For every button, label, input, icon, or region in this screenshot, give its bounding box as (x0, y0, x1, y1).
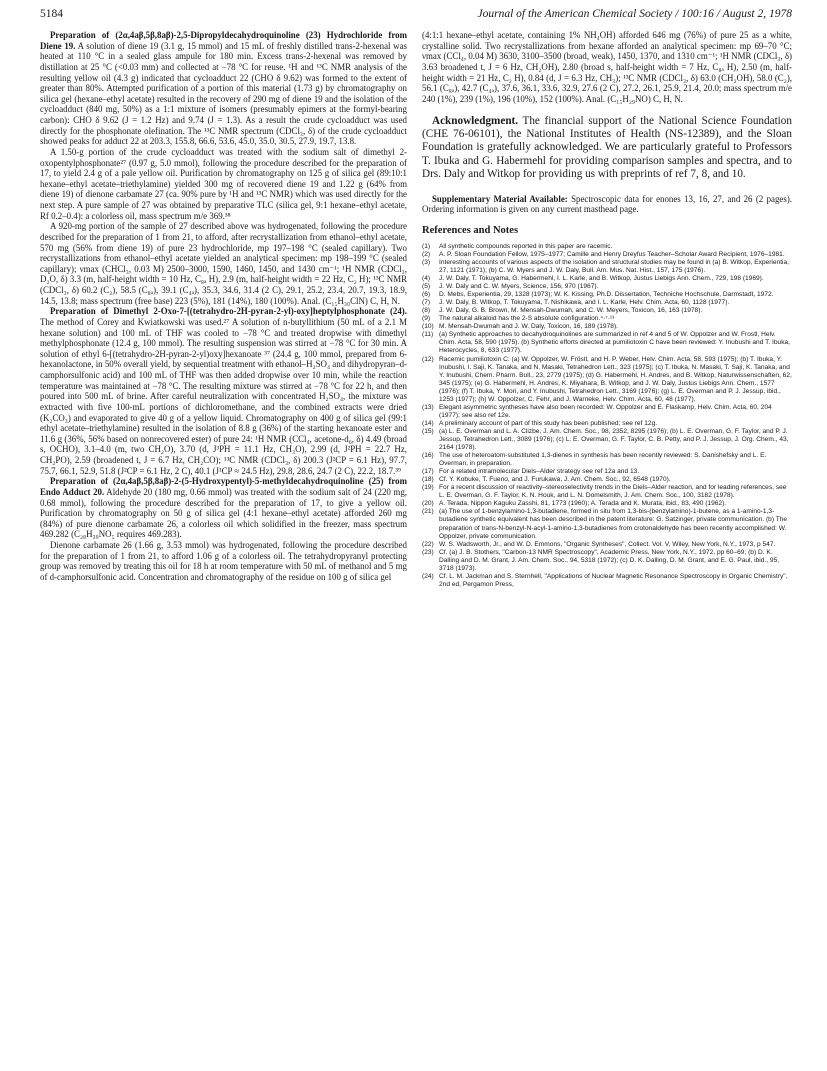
paragraph-text: Dienone carbamate 26 (1.66 g, 3.53 mmol) was hydrogenated, following the procedure described for the preparation of 1 from 21, to afford 1.06 g of a colorless oil. The tetrahydropyranyl protecting group was removed by treating this oil for 18 h at room temperature with 50 mL of methanol and 5 mg of d-camphorsulfonic acid. Concentration and chromatography of the residue on 100 g of silica gel (40, 540, 407, 582)
right-column (422, 30, 792, 589)
continued-paragraph: (4:1:1 hexane–ethyl acetate, containing 1% NH₄OH) afforded 646 mg (76%) of pure 25 as a white, crystalline solid. Two recrystallizations from hexane afforded an analytical specimen: mp 69–70 °C; νmax (CCl₄, 0.04 M) 3630, 3100–3500 (broad, weak), 1450, 1370, and 1310 cm⁻¹; ¹H NMR (CDCl₃, δ) 3.63 broadened t, J = 6 Hz, CH₂OH), 2.80 (broad s, half-height width = 7 Hz, C₈ₐ H), 2.50 (m, half-height width = 21 Hz, C₂ H), 0.84 (d, J = 6.3 Hz, CH₃); ¹³C NMR (CDCl₃, δ) 63.0 (CH₂OH), 58.0 (C₂), 56.1 (C₈ₐ), 42.7 (C₄ₐ), 37.6, 36.1, 33.6, 32.9, 27.6 (2 C), 27.2, 26.1, 25.9, 21.4, 20.0; mass spectrum m/e 240 (1%), 239 (1%), 196 (10%), 152 (100%). Anal. (C₁₅H₂₉NO) C, H, N. (422, 30, 792, 104)
reference-text: M. Mensah-Dwumah and J. W. Daly, Toxicon, 16, 189 (1978). (439, 323, 618, 331)
reference-number: (21) (422, 508, 434, 516)
journal-citation: Journal of the American Chemical Society / 100:16 / August 2, 1978 (477, 8, 792, 20)
reference-text: Interesting accounts of various aspects of the isolation and structural studies may be found in (a) B. Witkop, Experientia, 27, 1121 (1971); (b) C. W. Myers and J. W. Daly, Bull. Am. Mus. Nat. Hist., 157, 175 (1976). (439, 258, 790, 274)
supplementary-text: Spectroscopic data for enones 13, 16, 27, and 26 (2 pages). Ordering information is given on any current masthead page. (422, 193, 792, 215)
reference-item (422, 323, 792, 331)
supplementary-material (422, 194, 792, 215)
reference-text: J. W. Daly, G. B. Brown, M. Mensah-Dwumah, and C. W. Meyers, Toxicon, 16, 163 (1978). (439, 307, 703, 315)
reference-item (422, 468, 792, 476)
reference-text: Racemic pumiliotoxin C: (a) W. Oppolzer, W. Fröstl, and H. P. Weber, Helv. Chim. Acta, 58, 593 (1975); (b) T. Ibuka, Y. Inubushi, I. Saji, K. Tanaka, and N. Masaki, Tetrahedron Lett., 323 (1975); (c) T. Ibuka, N. Masaki, T. Saji, K. Tanaka, and Y. Inubushi, Chem. Pharm. Bull., 23, 2779 (1975); (d) G. Habermehl, H. Andres, and B. Witkop, Naturwissenschaften, 62, 345 (1975); (e) G. Habermehl, H. Andres, K. Miyahara, B. Witkop, and J. W. Daly, Justus Liebigs Ann. Chem., 1577 (1976); (f) T. Ibuka, Y. Mori, and Y. Inubushi, Tetrahedron Lett., 3169 (1976); (g) L. E. Overman and P. J. Jessup, ibid., 1253 (1977); (h) W. Oppolzer, C. Fehr, and J. Warneke, Helv. Chim. Acta, 60, 48 (1977). (439, 355, 792, 403)
paragraph (40, 476, 407, 540)
reference-text: (a) The use of 1-benzylamino-1,3-butadiene, formed in situ from 1,3-bis-(benzylamino)-1-butene, as a 1-amino-1,3-butadiene synthetic equivalent has been described in the patent literature: G. Satzinger, private communication. (b) The preparation of trans-N-benzyl-N-acyl-1-amino-1,3-butadienes from crotonaldehyde has been recently accomplished: W. Oppolzer, private communication. (439, 508, 788, 540)
reference-number: (2) (422, 250, 431, 258)
reference-item (422, 549, 792, 573)
reference-item (422, 428, 792, 452)
paragraph-text: A 1.50-g portion of the crude cycloadduct was treated with the sodium salt of dimethyl 2-oxopentylphosphonate²⁷ (0.97 g, 5.0 mmol), following the procedure described for the preparation of 17, to yield 2.4 g of a pale yellow oil. Purification by chromatography on 125 g of silica gel (89:10:1 hexane–ethyl acetate–triethylamine) yielded 300 mg of recovered diene 19 and 1.22 g (64% from diene 19) of dienone carbamate 27 (ca. 90% pure by ¹H and ¹³C NMR) which was used directly for the next step. A pure sample of 27 was obtained by preparative TLC (silica gel, 9:1 hexane–ethyl acetate, Rf 0.2–0.4): a colorless oil, mass spectrum m/e 369.³⁸ (40, 146, 407, 221)
reference-text: Elegant asymmetric syntheses have also been recorded: W. Oppolzer and E. Flaskamp, Helv. Chim. Acta, 60, 204 (1977); see also ref 12e. (439, 403, 772, 419)
reference-item (422, 404, 792, 420)
left-column (40, 30, 407, 583)
reference-number: (18) (422, 476, 434, 484)
reference-text: (a) L. E. Overman and L. A. Clizbe, J. Am. Chem. Soc., 98, 2352, 8295 (1976); (b) L. E. Overman, G. F. Taylor, and P. J. Jessup, Tetrahedron Lett., 3089 (1976); (c) L. E. Overman, G. F. Taylor, C. B. Petty, and P. J. Jessup, J. Org. Chem., 43, 2164 (1978). (439, 427, 789, 452)
reference-number: (16) (422, 452, 434, 460)
reference-number: (1) (422, 242, 431, 250)
reference-number: (7) (422, 299, 431, 307)
reference-text: (a) Synthetic approaches to decahydroquinolines are summarized in ref 4 and 5 of W. Oppolzer and W. Frostl, Helv. Chim. Acta, 58, 590 (1975). (b) Synthetic efforts directed at pumiliotoxin C have been reviewed: Y. Inubushi and T. Ibuka, Heterocycles, 8, 633 (1977). (439, 331, 791, 355)
reference-item (422, 356, 792, 404)
reference-text: A. P. Sloan Foundation Fellow, 1975–1977; Camille and Henry Dreyfus Teacher–Scholar Award Recipient, 1976–1981. (439, 250, 785, 258)
reference-number: (14) (422, 419, 434, 427)
reference-number: (13) (422, 403, 434, 411)
references-heading: References and Notes (422, 224, 519, 236)
reference-number: (5) (422, 283, 431, 291)
paragraph-text: A 920-mg portion of the sample of 27 described above was hydrogenated, following the procedure described for the preparation of 1 from 21, to afford, after recrystallization from ethanol–ethyl acetate, 570 mg (56% from diene 19) of pure 23 hydrochloride, mp 197–198 °C (sealed capillary). Two recrystallizations from ethanol–ethyl acetate yielded an analytical specimen: mp 198–199 °C (sealed capillary); νmax (CHCl₃, 0.03 M) 2500–3000, 1590, 1460, 1450, and 1430 cm⁻¹; ¹H NMR (CDCl₃, D₂O, δ) 3.3 (m, half-height width = 10 Hz, C₈ₐ H), 2.9 (m, half-height width = 22 Hz, C₂ H); ¹³C NMR (CDCl₃, δ) 60.2 (C₂), 58.5 (C₈ₐ), 39.1 (C₄ₐ), 35.3, 34.6, 31.4 (2 C), 29.1, 25.2, 23.4, 20.7, 19.3, 18.9, 14.5, 13.8; mass spectrum (free base) 223 (5%), 181 (14%), 180 (100%). Anal. (C₁₅H₃₀ClN) C, H, N. (40, 221, 407, 306)
reference-text: Cf. (a) J. B. Stothers, "Carbon-13 NMR Spectroscopy", Academic Press, New York, N.Y., 1972, pp 60–69; (b) D. K. Dalling and D. M. Grant, J. Am. Chem. Soc., 94, 5318 (1972); (c) D. K. Dalling, D. M. Grant, and E. G. Paul, ibid., 95, 3718 (1973). (439, 548, 780, 572)
reference-text: Cf. Y. Kobuke, T. Fueno, and J. Furukawa, J. Am. Chem. Soc., 92, 6548 (1970). (439, 476, 671, 484)
reference-item (422, 476, 792, 484)
section-title: Preparation of Dimethyl 2-Oxo-7-[(tetrahydro-2H-pyran-2-yl)-oxy]heptylphosphonate (24). (50, 306, 407, 317)
reference-item (422, 307, 792, 315)
reference-number: (6) (422, 291, 431, 299)
reference-text: J. W. Daly and C. W. Myers, Science, 156, 970 (1967). (439, 283, 599, 291)
reference-number: (15) (422, 427, 434, 435)
reference-item (422, 259, 792, 275)
reference-text: For a related intramolecular Diels–Alder strategy see ref 12a and 13. (439, 468, 640, 476)
paragraph (40, 30, 407, 147)
reference-number: (17) (422, 468, 434, 476)
paragraph-text: The method of Corey and Kwiatkowski was used.²⁷ A solution of n-butyllithium (50 mL of a 2.1 M hexane solution) and 100 mL of THF was cooled to −78 °C and treated dropwise with dimethyl methylphosphonate (12.4 g, 100 mmol). The resulting suspension was stirred at −78 °C for 30 min. A solution of ethyl 6-[(tetrahydro-2H-pyran-2-yl)oxy]hexanoate ³⁷ (24.4 g, 100 mmol, prepared from 6-hexanolactone, in 50% overall yield, by sequential treatment with ethanol–H₂SO₄ and dihydropyran–d-camphorsulfonic acid) and 100 mL of THF was then added dropwise over 10 min, while the reaction temperature was maintained at −78 °C. The resulting mixture was stirred at −78 °C for 22 h, and then poured into 500 mL of brine. After careful neutralization with concentrated H₂SO₄, the mixture was extracted with five 100-mL portions of dichloromethane, and the combined extracts were dried (K₂CO₃) and evaporated to give 40 g of a yellow liquid. Chromatography on 400 g of silica gel (99:1 ethyl acetate–triethylamine) resulted in the isolation of 8.8 g (36%) of the starting hexanoate ester and 11.6 g (36%, 56% based on nonrecovered ester) of pure 24: ¹H NMR (CCl₄, acetone-d₆, δ) 4.49 (broad s, OCHO), 3.1–4.0 (m, two CH₂O), 3.70 (d, J³PH = 11.1 Hz, CH₃O), 2.99 (d, J²PH = 22.7 Hz, CH₂PO), 2.59 (broadened t, J = 6.7 Hz, CH₂CO); ¹³C NMR (CDCl₃, δ) 200.3 (J²CP = 6.1 Hz), 97.7, 75.7, 66.1, 52.9, 51.8 (J²CP = 6.1 Hz, 2 C), 40.1 (J¹CP ≈ 24.5 Hz), 29.8, 28.6, 24.7 (2 C), 22.2, 18.7.³⁹ (40, 316, 407, 476)
reference-number: (10) (422, 323, 434, 331)
reference-item (422, 420, 792, 428)
reference-item (422, 275, 792, 283)
paragraph-text: Aldehyde 20 (180 mg, 0.66 mmol) was treated with the sodium salt of 24 (220 mg, 0.68 mmol), following the procedure described for the preparation of 17, to give a yellow oil. Purification by chromatography on 50 g of silica gel (4:1 hexane–ethyl acetate) afforded 260 mg (84%) of pure dienone carbamate 26, a colorless oil which solidified in the freezer, mass spectrum 469.282 (C₂₈H₃₉NO₅ requires 469.283). (40, 486, 407, 540)
reference-text: All synthetic compounds reported in this paper are racemic. (439, 242, 613, 250)
reference-number: (11) (422, 331, 434, 339)
reference-number: (8) (422, 307, 431, 315)
paragraph (40, 306, 407, 476)
reference-item (422, 452, 792, 468)
reference-item (422, 283, 792, 291)
paragraph (40, 221, 407, 306)
reference-item (422, 291, 792, 299)
reference-text: W. S. Wadsworth, Jr., and W. D. Emmons, "Organic Syntheses", Collect. Vol. V, Wiley, New York, N.Y., 1973, p 547. (439, 540, 776, 548)
reference-text: Cf. L. M. Jackman and S. Sternhell, "Applications of Nuclear Magnetic Resonance Spectroscopy in Organic Chemistry", 2nd ed, Pergamon Press, (439, 572, 788, 588)
acknowledgment (422, 115, 792, 180)
reference-item (422, 331, 792, 355)
reference-item (422, 251, 792, 259)
reference-item (422, 484, 792, 500)
supplementary-title: Supplementary Material Available: (432, 193, 568, 204)
reference-item (422, 573, 792, 589)
reference-number: (9) (422, 315, 431, 323)
acknowledgment-title: Acknowledgment. (432, 115, 519, 128)
reference-text: J. W. Daly, T. Tokuyama, G. Habermehl, I. L. Karle, and B. Witkop, Justus Liebigs Ann. Chem., 729, 198 (1969). (439, 275, 764, 283)
reference-number: (24) (422, 572, 434, 580)
reference-text: D. Mebs, Experientia, 29, 1328 (1973); W. K. Kissing, Ph.D. Dissertation, Techniche Hochschule, Darmstadt, 1972. (439, 291, 774, 299)
reference-item (422, 243, 792, 251)
reference-number: (22) (422, 540, 434, 548)
paragraph-text: A solution of diene 19 (3.1 g, 15 mmol) and 15 mL of freshly distilled trans-2-hexenal was heated at 110 °C in a sealed glass ampule for 180 min. Excess trans-2-hexenal was removed by distillation at 25 °C (<0.03 mm) and collected at −78 °C for reuse. ¹H and ¹³C NMR analysis of the resulting yellow oil (4.3 g) indicated that cycloadduct 22 (CHO δ 9.62) was formed to the extent of greater than 80%. Attempted purification of a portion of this material (1.73 g) by chromatography on silica gel (hexane–ethyl acetate) resulted in the recovery of 290 mg of diene 19 and the isolation of the cycloadduct (840 mg, 50%) as a 1:1 mixture of isomers (presumably epimers at the formyl-bearing carbon): CHO δ 9.62 (J = 1.2 Hz) and 9.74 (J = 1.3). As a result the crude cycloadduct was used directly for the phosphonate olefination. The ¹³C NMR spectrum (CDCl₃, δ) of the crude cycloadduct showed peaks for adduct 22 at 203.3, 155.8, 66.6, 53.6, 45.0, 35.0, 30.5, 27.9, 19.7, 13.8. (40, 40, 407, 147)
reference-text: A preliminary account of part of this study has been published; see ref 12g. (439, 419, 658, 427)
reference-text: A. Terada, Nippon Kaguku Zasshi, 81, 1773 (1960); A. Terada and K. Murata, ibid., 83, 490 (1962). (439, 500, 727, 508)
running-header (40, 8, 792, 24)
reference-item (422, 541, 792, 549)
reference-text: J. W. Daly, B. Witkop, T. Tokuyama, T. Nishikawa, and I. L. Karle, Helv. Chim. Acta, 60, 1128 (1977). (439, 299, 730, 307)
page-number: 5184 (40, 8, 63, 20)
acknowledgment-text: The financial support of the National Science Foundation (CHE 76-06101), the National Institutes of Health (NS-12389), and the Sloan Foundation is gratefully acknowledged. We are particularly grateful to Professors T. Ibuka and G. Habermehl for providing comparison samples and spectra, and to Drs. Daly and Witkop for providing us with preprints of ref 7, 8, and 10. (422, 115, 792, 180)
paragraph (40, 147, 407, 221)
section-title: Preparation of (2α,4aβ,5β,8aβ)-2-(5-Hydroxypentyl)-5-methyldecahydroquinoline (25) from Endo Adduct 20. (40, 476, 407, 497)
reference-item (422, 299, 792, 307)
reference-text: The use of heteroatom-substituted 1,3-dienes in synthesis has been recently reviewed: S. Danishefsky and L. E. Overman, in preparation. (439, 452, 767, 468)
reference-number: (3) (422, 258, 431, 266)
reference-text: The natural alkaloid has the 2-S absolute configuration.⁴·⁷·¹³ (439, 315, 615, 323)
reference-number: (4) (422, 275, 431, 283)
reference-item (422, 315, 792, 323)
reference-number: (19) (422, 484, 434, 492)
reference-text: For a recent discussion of reactivity–stereoselectivity trends in the Diels–Alder reaction, and for leading references, see L. E. Overman, G. F. Taylor, K. N. Houk, and L. N. Domelsmith, J. Am. Chem. Soc., 100, 3182 (1978). (439, 484, 787, 500)
reference-list (422, 243, 792, 589)
reference-item (422, 508, 792, 540)
reference-item (422, 500, 792, 508)
reference-number: (12) (422, 355, 434, 363)
paragraph (40, 540, 407, 583)
section-title: Preparation of (2α,4aβ,5β,8aβ)-2,5-Dipropyldecahydroquinoline (23) Hydrochloride from Diene 19. (40, 30, 407, 51)
reference-number: (23) (422, 548, 434, 556)
reference-number: (20) (422, 500, 434, 508)
